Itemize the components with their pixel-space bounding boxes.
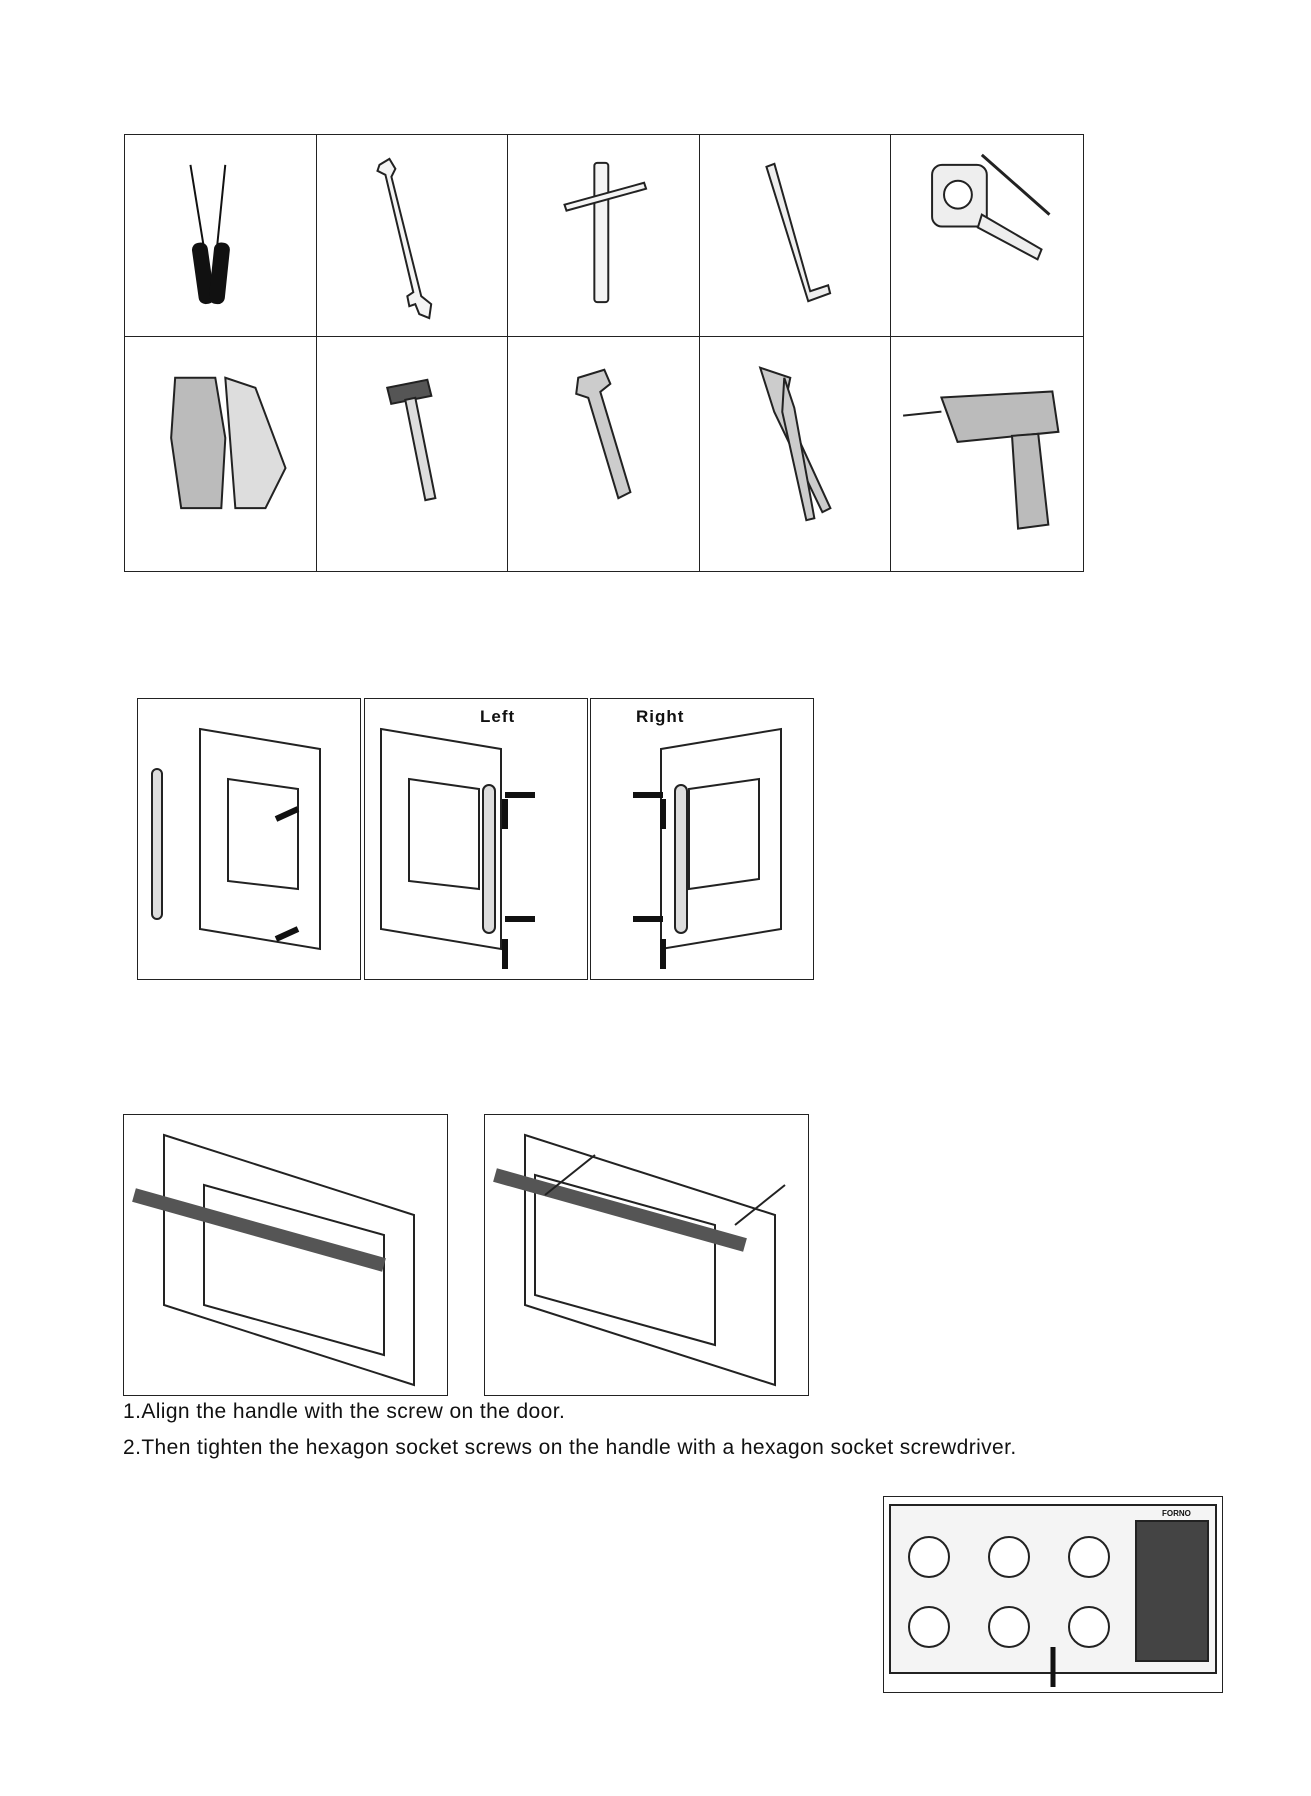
door-left-panel: [364, 698, 588, 980]
step-1-text: 1.Align the handle with the screw on the door.: [123, 1400, 566, 1423]
right-label: Right: [636, 707, 685, 726]
handle-tighten-panel: [484, 1114, 809, 1396]
door-right-panel: [590, 698, 814, 980]
step-2-text: 2.Then tighten the hexagon socket screws on the handle with a hexagon socket screwdriver.: [123, 1436, 1017, 1459]
range-logo: FORNO: [1162, 1509, 1191, 1518]
adjustable-wrench-icon: [508, 337, 700, 571]
left-label: Left: [480, 707, 516, 726]
socket-wrench-icon: [508, 135, 700, 337]
open-end-wrench-icon: [317, 135, 509, 337]
hammer-icon: [317, 337, 509, 571]
door-handle-panel: [137, 698, 361, 980]
tape-measure-pencil-icon: [891, 135, 1083, 337]
pliers-icon: [700, 337, 892, 571]
drill-icon: [891, 337, 1083, 571]
handle-align-panel: [123, 1114, 448, 1396]
tools-grid: [124, 134, 1084, 572]
range-top-illustration: [883, 1496, 1223, 1693]
gloves-icon: [125, 337, 317, 571]
screwdrivers-icon: [125, 135, 317, 337]
hex-key-icon: [700, 135, 892, 337]
